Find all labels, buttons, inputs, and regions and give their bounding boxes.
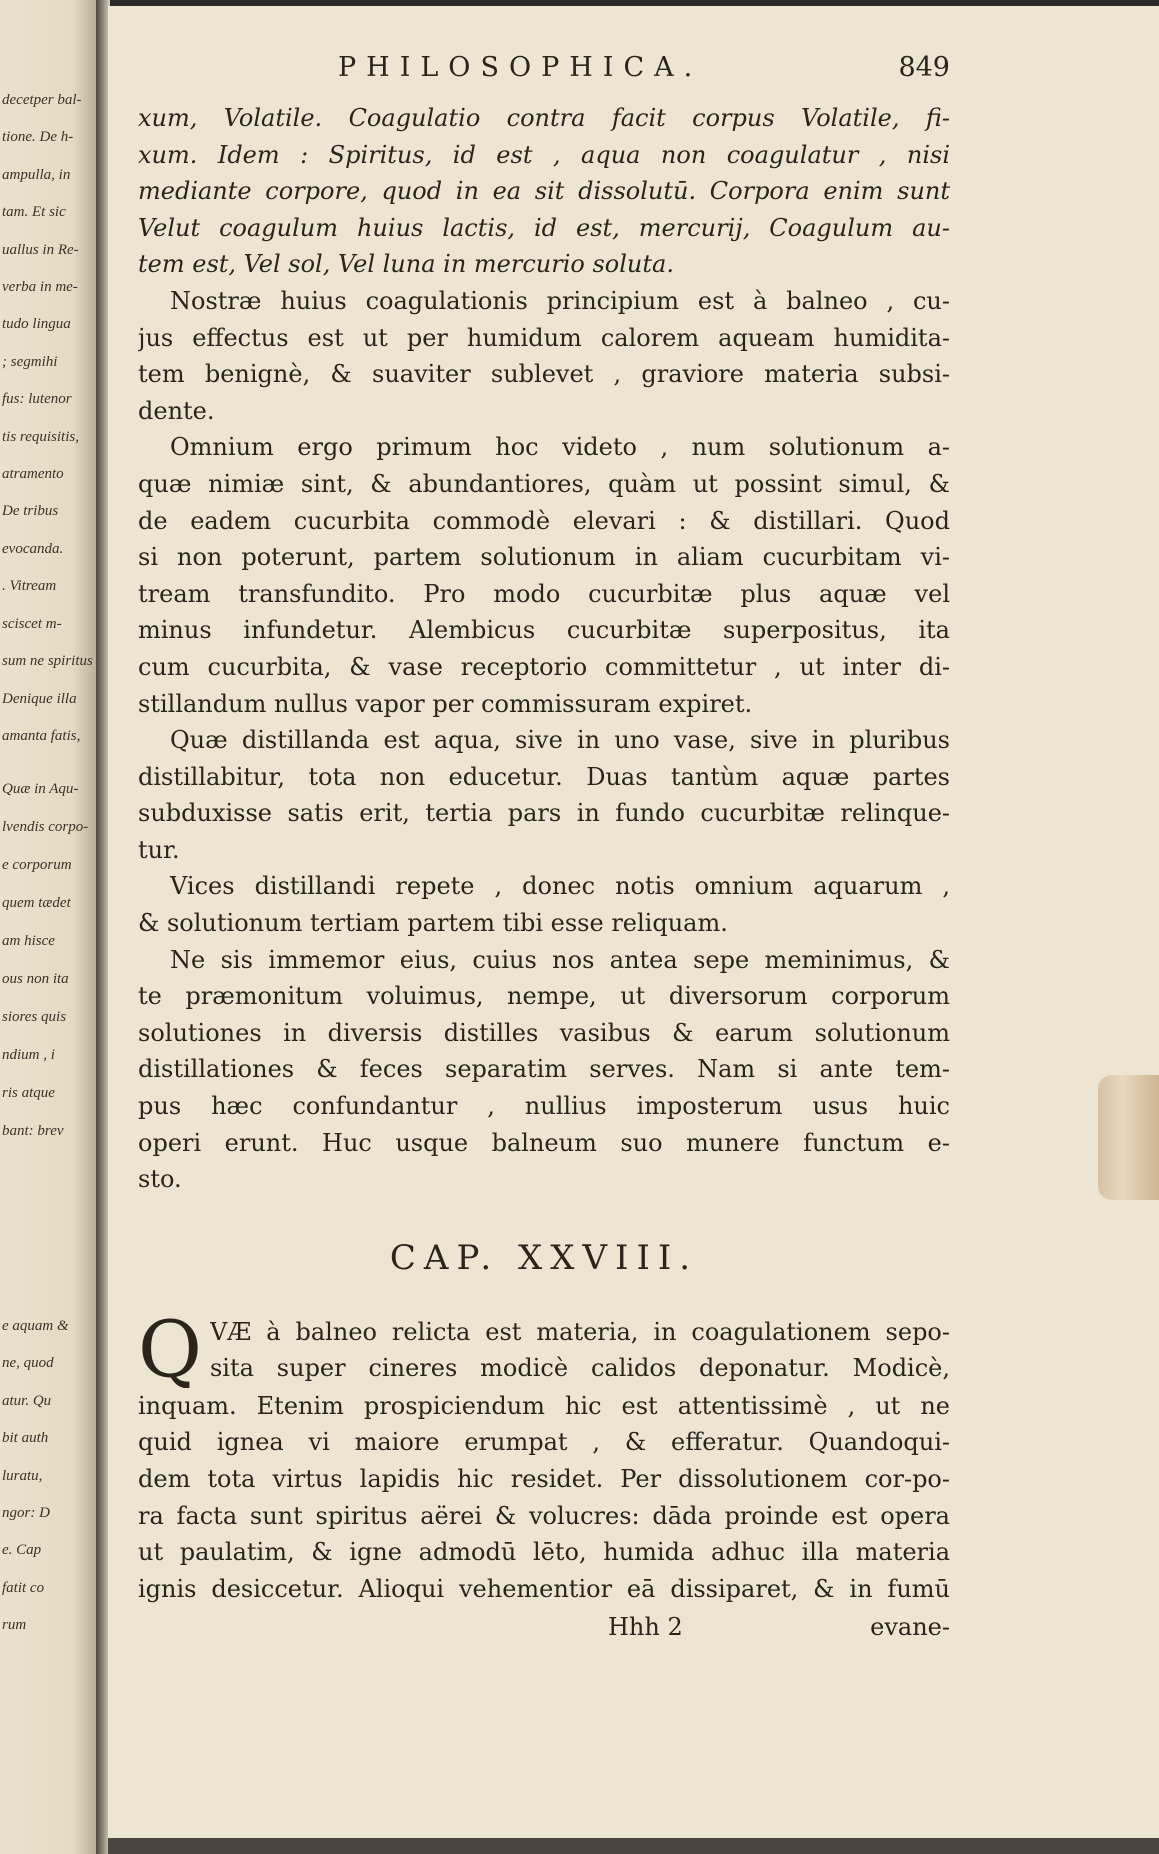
margin-fragment: quem tædet — [2, 895, 71, 911]
margin-fragments-middle — [2, 770, 98, 1150]
text-line: operi erunt. Huc usque balneum suo munere functum e- — [138, 1128, 950, 1157]
text-line: minus infundetur. Alembicus cucurbitæ superpositus, ita — [138, 616, 950, 645]
margin-fragment: De tribus — [2, 503, 59, 520]
margin-fragment: ous non ita — [2, 971, 69, 987]
text-line: ra facta sunt spiritus aërei & volucres: dāda proinde est opera — [138, 1501, 950, 1530]
facing-page-fragment — [0, 0, 104, 1854]
drop-capital: Q — [138, 1313, 202, 1388]
text-line: tur. — [138, 835, 180, 864]
signature-mark: Hhh 2 — [608, 1613, 683, 1642]
text-line: pus hæc confundantur , nullius imposterum usus huic — [138, 1092, 950, 1121]
text-line: VÆ à balneo relicta est materia, in coagulationem sepo- — [209, 1317, 950, 1346]
margin-fragment: ris atque — [2, 1085, 55, 1101]
margin-fragment: tam. Et sic — [2, 204, 66, 221]
text-line: Quæ distillanda est aqua, sive in uno vase, sive in pluribus — [170, 726, 950, 755]
text-line: de eadem cucurbita commodè elevari : & distillari. Quod — [138, 506, 950, 535]
margin-fragment: Quæ in Aqu- — [2, 781, 79, 797]
margin-fragment: e corporum — [2, 857, 72, 873]
margin-fragment: luratu, — [2, 1467, 43, 1484]
paragraph — [138, 722, 950, 868]
page-bottom-edge — [108, 1838, 1159, 1854]
margin-fragment: amanta fatis, — [2, 727, 81, 744]
text-line: tem benignè, & suaviter sublevet , graviore materia subsi- — [138, 360, 950, 389]
text-line: si non poterunt, partem solutionum in aliam cucurbitam vi- — [138, 543, 950, 572]
paragraph — [138, 429, 950, 722]
paragraph-with-dropcap — [138, 1314, 950, 1388]
text-line: distillabitur, tota non educetur. Duas tantùm aquæ partes — [138, 762, 950, 791]
chapter-heading: CAP. XXVIII. — [389, 1237, 699, 1278]
text-line: Nostræ huius coagulationis principium est à balneo , cu- — [170, 286, 950, 315]
margin-fragment: tione. De h- — [2, 129, 74, 146]
text-line: & solutionum tertiam partem tibi esse reliquam. — [138, 909, 728, 938]
margin-fragment: atramento — [2, 466, 64, 483]
text-line: tem est, Vel sol, Vel luna in mercurio soluta. — [138, 250, 674, 279]
text-line: distillationes & feces separatim serves. Nam si ante tem- — [138, 1055, 950, 1084]
text-line: Omnium ergo primum hoc videto , num solutionum a- — [170, 433, 950, 462]
paragraph-italic-quote — [138, 100, 950, 283]
margin-fragment: siores quis — [2, 1009, 67, 1025]
margin-fragment: ampulla, in — [2, 166, 71, 183]
text-line: Vices distillandi repete , donec notis omnium aquarum , — [170, 872, 950, 901]
margin-fragment: fatit co — [2, 1579, 45, 1596]
margin-fragments-bottom — [2, 1308, 98, 1645]
text-line: Ne sis immemor eius, cuius nos antea sepe meminimus, & — [170, 945, 950, 974]
text-line: ut paulatim, & igne admodū lēto, humida adhuc illa materia — [138, 1538, 950, 1567]
page-text — [138, 52, 950, 1649]
margin-fragment: ngor: D — [2, 1505, 50, 1522]
margin-fragment: sum ne spiritus — [2, 653, 93, 670]
running-head: PHILOSOPHICA. — [338, 52, 703, 83]
paragraph — [138, 283, 950, 429]
margin-fragments-top — [2, 82, 98, 755]
margin-fragment: e aquam & — [2, 1318, 69, 1334]
text-line: Velut coagulum huius lactis, id est, mercurij, Coagulum au- — [138, 213, 950, 242]
margin-fragment: Denique illa — [2, 690, 77, 707]
margin-fragment: fus: lutenor — [2, 391, 72, 408]
margin-fragment: am hisce — [2, 933, 55, 949]
margin-fragment: ne, quod — [2, 1355, 54, 1372]
paragraph — [138, 868, 950, 941]
text-line: dem tota virtus lapidis hic residet. Per dissolutionem cor-po- — [138, 1465, 950, 1493]
text-line: dente. — [138, 396, 215, 425]
margin-fragment: . Vitream — [2, 578, 57, 595]
margin-fragment: ndium , i — [2, 1047, 55, 1063]
page-number: 849 — [898, 52, 950, 83]
margin-fragment: uallus in Re- — [2, 241, 79, 258]
text-line: mediante corpore, quod in ea sit dissolutū. Corpora enim sunt — [138, 177, 950, 206]
text-line: tream transfundito. Pro modo cucurbitæ plus aquæ vel — [138, 579, 950, 608]
text-line: sita super cineres modicè calidos deponatur. Modicè, — [209, 1354, 950, 1383]
text-line: cum cucurbita, & vase receptorio committetur , ut inter di- — [138, 652, 950, 681]
margin-fragment: bit auth — [2, 1430, 49, 1447]
text-line: xum, Volatile. Coagulatio contra facit corpus Volatile, fi- — [138, 104, 950, 132]
text-line: jus effectus est ut per humidum calorem aqueam humidita- — [138, 323, 950, 352]
text-line: quid ignea vi maiore erumpat , & efferatur. Quandoqui- — [138, 1428, 950, 1457]
margin-fragment: lvendis corpo- — [2, 819, 89, 835]
margin-fragment: bant: brev — [2, 1123, 64, 1139]
page-header — [138, 52, 950, 100]
text-line: solutiones in diversis distilles vasibus & earum solutionum — [138, 1018, 950, 1047]
text-line: sto. — [138, 1165, 182, 1194]
margin-fragment: sciscet m- — [2, 615, 62, 632]
paragraph — [138, 942, 950, 1198]
page-footer — [138, 1609, 950, 1649]
margin-fragment: verba in me- — [2, 279, 78, 296]
dropcap-lines — [138, 1314, 950, 1387]
catchword: evane- — [870, 1613, 950, 1642]
text-line: stillandum nullus vapor per commissuram expiret. — [138, 689, 753, 718]
page-tab — [1098, 1075, 1159, 1200]
text-line: ignis desiccetur. Alioqui vehementior eā dissiparet, & in fumū — [138, 1574, 950, 1603]
margin-fragment: e. Cap — [2, 1542, 42, 1559]
text-line: quæ nimiæ sint, & abundantiores, quàm ut possint simul, & — [138, 469, 950, 498]
text-line: xum. Idem : Spiritus, id est , aqua non coagulatur , nisi — [138, 140, 950, 169]
margin-fragment: rum — [2, 1617, 27, 1634]
text-line: inquam. Etenim prospiciendum hic est attentissimè , ut ne — [138, 1391, 950, 1420]
margin-fragment: ; segmihi — [2, 353, 58, 370]
margin-fragment: decetper bal- — [2, 92, 82, 108]
margin-fragment: atur. Qu — [2, 1392, 52, 1409]
paragraph-continuation — [138, 1388, 950, 1608]
text-line: te præmonitum voluimus, nempe, ut diversorum corporum — [138, 982, 950, 1011]
margin-fragment: tudo lingua — [2, 316, 71, 333]
margin-fragment: evocanda. — [2, 540, 64, 557]
margin-fragment: tis requisitis, — [2, 428, 79, 445]
text-line: subduxisse satis erit, tertia pars in fundo cucurbitæ relinque- — [138, 799, 950, 828]
